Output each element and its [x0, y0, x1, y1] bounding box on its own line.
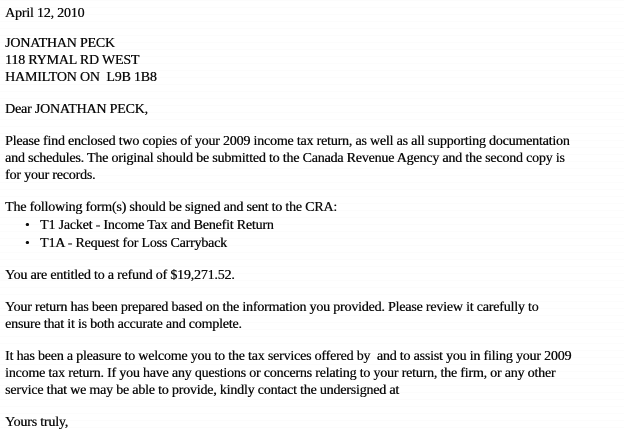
paragraph-line: ensure that it is both accurate and complete.	[5, 317, 242, 332]
recipient-address-block	[5, 35, 620, 86]
refund-line: You are entitled to a refund of $19,271.52.	[5, 268, 235, 283]
form-label: T1 Jacket - Income Tax and Benefit Return	[40, 218, 274, 233]
welcome-paragraph	[5, 348, 620, 399]
form-label: T1A - Request for Loss Carryback	[40, 236, 227, 251]
recipient-address-line-1: 118 RYMAL RD WEST	[5, 53, 140, 68]
enclosure-paragraph	[5, 133, 620, 184]
paragraph-line: It has been a pleasure to welcome you to the tax services offered by and to assist you in filing your 2009	[5, 349, 572, 364]
forms-section	[5, 199, 620, 252]
paragraph-line: Please find enclosed two copies of your 2009 income tax return, as well as all supporting documentation	[5, 134, 570, 149]
closing: Yours truly,	[5, 415, 68, 430]
paragraph-line: Your return has been prepared based on the information you provided. Please review it carefully to	[5, 300, 539, 315]
form-list-item-t1a	[5, 234, 620, 252]
form-list-item-t1-jacket	[5, 216, 620, 234]
recipient-name: JONATHAN PECK	[5, 36, 115, 51]
bullet-icon: •	[25, 217, 30, 232]
recipient-address-line-2: HAMILTON ON L9B 1B8	[5, 70, 157, 85]
paragraph-line: for your records.	[5, 168, 96, 183]
salutation: Dear JONATHAN PECK,	[5, 102, 148, 117]
review-paragraph	[5, 299, 620, 333]
date-line: April 12, 2010	[5, 6, 85, 21]
paragraph-line: and schedules. The original should be submitted to the Canada Revenue Agency and the second copy is	[5, 151, 565, 166]
paragraph-line: income tax return. If you have any questions or concerns relating to your return, the firm, or any other	[5, 366, 556, 381]
bullet-icon: •	[25, 235, 30, 250]
paragraph-line: service that we may be able to provide, kindly contact the undersigned at	[5, 383, 399, 398]
forms-intro: The following form(s) should be signed and sent to the CRA:	[5, 200, 337, 215]
